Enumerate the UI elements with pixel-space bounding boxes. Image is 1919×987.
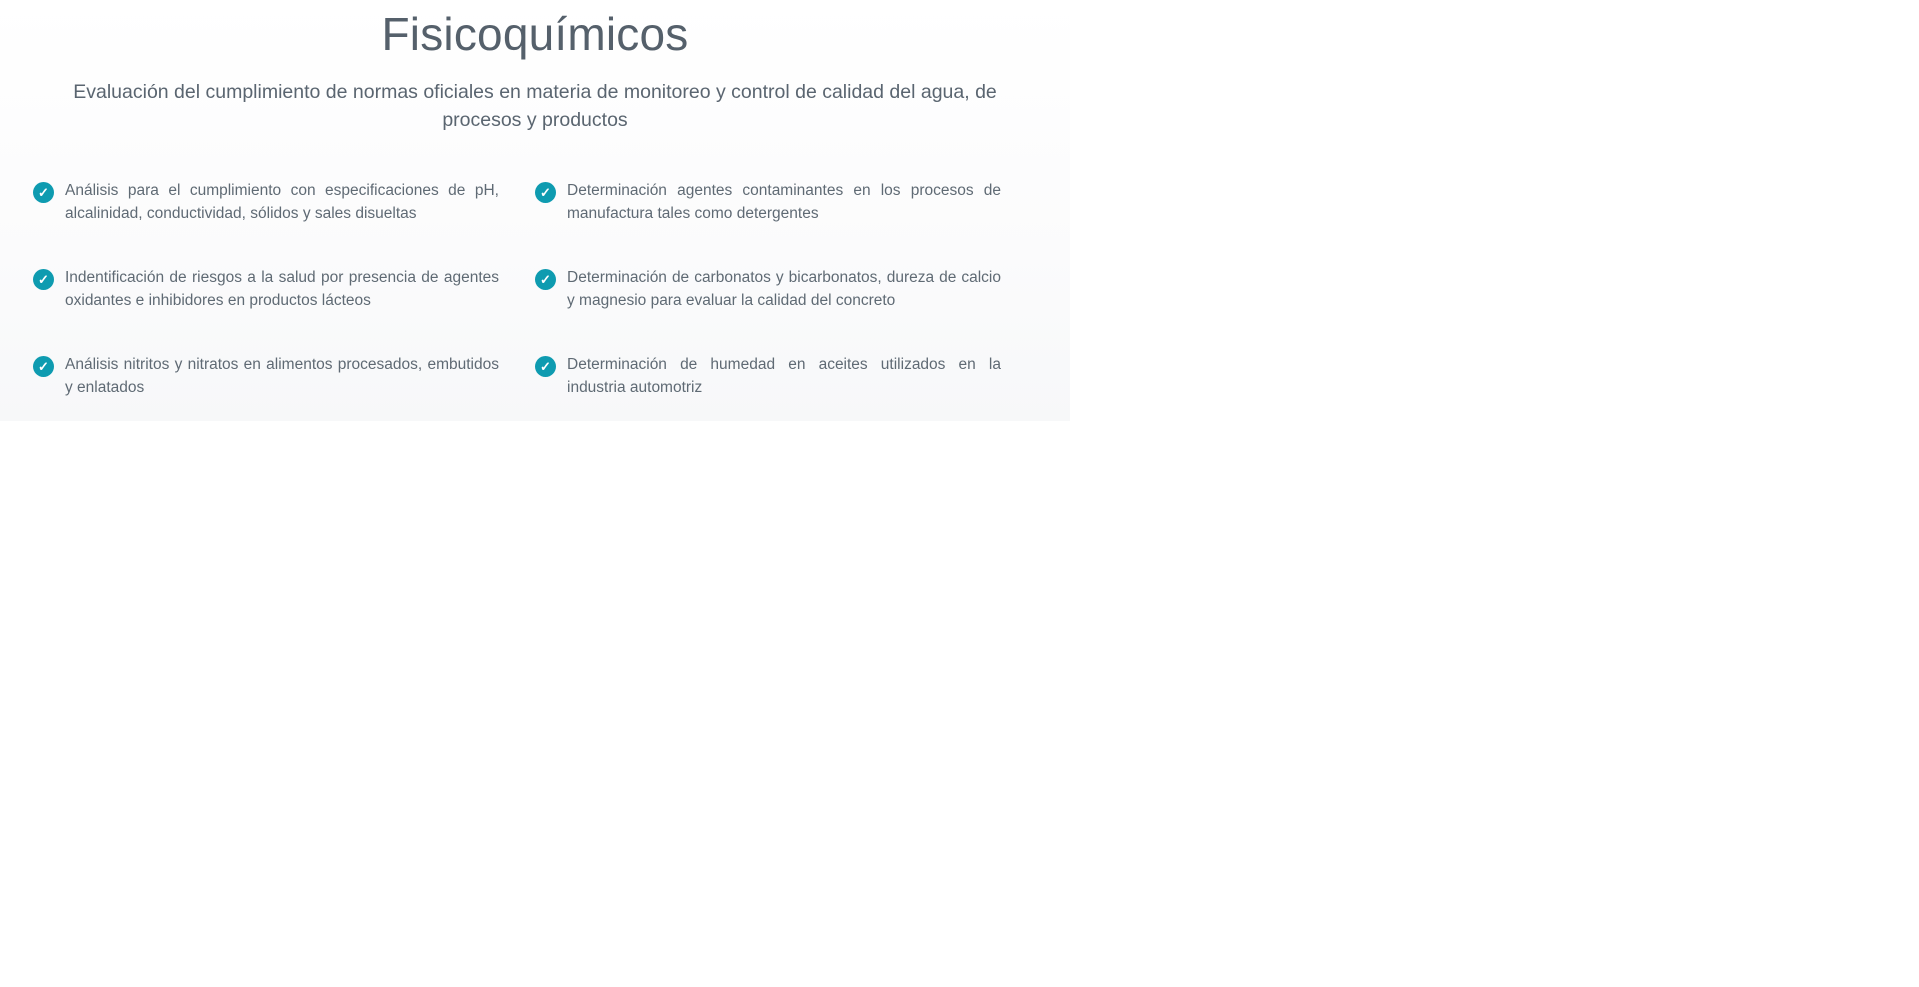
list-item-label: Análisis nitritos y nitratos en alimentos procesados, embutidos y enlatados — [65, 356, 499, 396]
list-item — [33, 180, 535, 225]
list-item-label: Indentificación de riesgos a la salud por presencia de agentes oxidantes e inhibidores en productos lácteos — [65, 269, 499, 309]
fisicoquimicos-panel — [0, 0, 1070, 421]
check-circle-icon: ✓ — [535, 356, 556, 377]
list-item — [535, 180, 1037, 225]
list-item — [535, 267, 1037, 312]
check-circle-icon: ✓ — [535, 182, 556, 203]
page-title: Fisicoquímicos — [381, 8, 689, 60]
decorative-spacer — [0, 175, 1070, 176]
check-circle-icon: ✓ — [33, 182, 54, 203]
section-subtitle: Evaluación del cumplimiento de normas oficiales en materia de monitoreo y control de calidad del agua, de procesos y productos — [73, 80, 997, 131]
list-item — [535, 354, 1037, 399]
services-list — [15, 180, 1055, 399]
check-circle-icon: ✓ — [33, 269, 54, 290]
list-item-label: Análisis para el cumplimiento con especificaciones de pH, alcalinidad, conductividad, sólidos y sales disueltas — [65, 182, 499, 222]
list-item-label: Determinación agentes contaminantes en los procesos de manufactura tales como detergentes — [567, 182, 1001, 222]
check-circle-icon: ✓ — [535, 269, 556, 290]
list-item — [33, 354, 535, 399]
list-item-label: Determinación de carbonatos y bicarbonatos, dureza de calcio y magnesio para evaluar la calidad del concreto — [567, 269, 1001, 309]
list-item-label: Determinación de humedad en aceites utilizados en la industria automotriz — [567, 356, 1001, 396]
list-item — [33, 267, 535, 312]
check-circle-icon: ✓ — [33, 356, 54, 377]
